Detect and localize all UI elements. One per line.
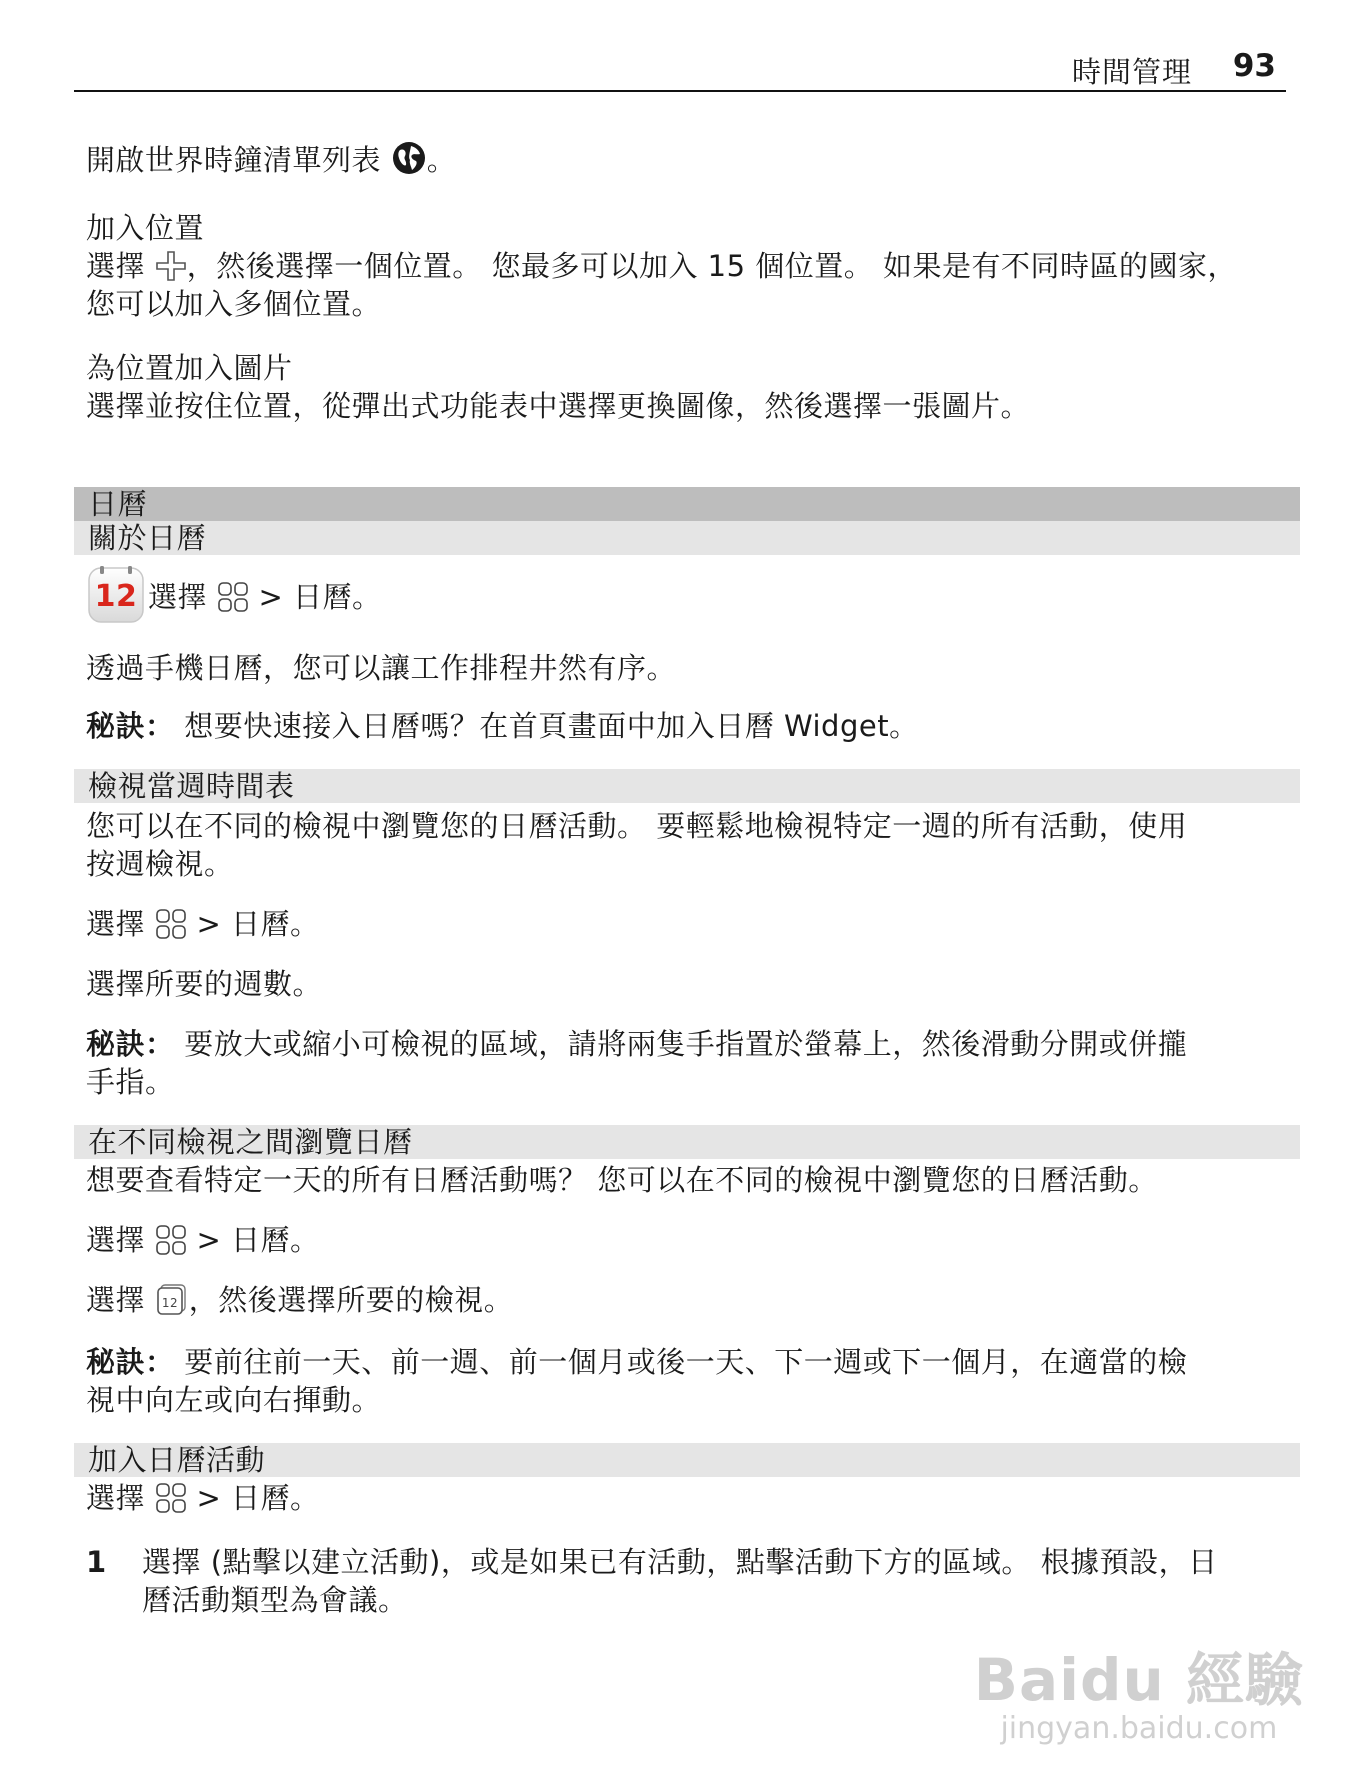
week-view-tip: 秘訣： 要放大或縮小可檢視的區域，請將兩隻手指置於螢幕上，然後滑動分開或併攏 手指。 (86, 1027, 1188, 1099)
add-picture-body: 選擇並按住位置，從彈出式功能表中選擇更換圖像，然後選擇一張圖片。 (86, 389, 1031, 423)
week-view-intro: 您可以在不同的檢視中瀏覽您的日曆活動。 要輕鬆地檢視特定一週的所有活動，使用 按週檢視。 (86, 809, 1188, 881)
step-text: 選擇 (點擊以建立活動)，或是如果已有活動，點擊活動下方的區域。 根據預設，日 曆活動類型為會議。 (142, 1545, 1218, 1617)
browse-views-select-view: 選擇 12 ，然後選擇所要的檢視。 (86, 1283, 514, 1317)
about-calendar-tip: 秘訣： 想要快速接入日曆嗎？在首頁畫面中加入日曆 Widget。 (86, 709, 919, 743)
add-location-title: 加入位置 (86, 211, 205, 245)
page-content (86, 140, 1296, 1619)
watermark-brand: Baidu 經驗 (973, 1646, 1304, 1714)
add-event-select: 選擇 > 日曆。 (86, 1481, 320, 1515)
add-event-title: 加入日曆活動 (74, 1443, 1300, 1477)
add-location-block (86, 209, 1296, 323)
menu-grid-icon (217, 581, 249, 613)
week-view-select-weeks: 選擇所要的週數。 (86, 967, 323, 1001)
step-number: 1 (86, 1545, 107, 1579)
chapter-title: 時間管理 (1071, 55, 1192, 89)
svg-text:12: 12 (161, 1296, 178, 1310)
browse-views-tip: 秘訣： 要前往前一天、前一週、前一個月或後一天、下一週或下一個月，在適當的檢 視中向左或向右揮動。 (86, 1345, 1188, 1417)
running-header (74, 48, 1286, 92)
menu-grid-icon (155, 1482, 187, 1514)
add-event-step (86, 1543, 1296, 1619)
add-location-line2: 您可以加入多個位置。 (86, 287, 382, 321)
calendar-view-icon (155, 1282, 189, 1316)
calendar-section-title: 日曆 (74, 487, 1300, 521)
week-view-select: 選擇 > 日曆。 (86, 907, 320, 941)
browse-views-select: 選擇 > 日曆。 (86, 1223, 320, 1257)
svg-text:12: 12 (94, 579, 138, 614)
add-picture-title: 為位置加入圖片 (86, 351, 293, 385)
world-clock-intro: 開啟世界時鐘清單列表 。 (86, 140, 1296, 179)
add-location-line1: 選擇 ，然後選擇一個位置。 您最多可以加入 15 個位置。 如果是有不同時區的國家， (86, 249, 1238, 283)
week-view-title: 檢視當週時間表 (74, 769, 1300, 803)
plus-icon (155, 250, 187, 282)
page-number: 93 (1232, 48, 1276, 84)
add-picture-block (86, 349, 1296, 425)
menu-grid-icon (155, 1224, 187, 1256)
menu-grid-icon (155, 908, 187, 940)
about-calendar-select: 12 選擇 > 日曆。 (86, 565, 1296, 625)
about-calendar-title: 關於日曆 (74, 521, 1300, 555)
calendar-section (86, 487, 1296, 1619)
about-calendar-body: 透過手機日曆，您可以讓工作排程井然有序。 (86, 651, 677, 685)
baidu-watermark (974, 1633, 1304, 1746)
browse-views-body: 想要查看特定一天的所有日曆活動嗎？ 您可以在不同的檢視中瀏覽您的日曆活動。 (86, 1163, 1158, 1197)
watermark-url: jingyan.baidu.com (1000, 1711, 1278, 1746)
calendar-app-icon (86, 565, 146, 625)
browse-views-title: 在不同檢視之間瀏覽日曆 (74, 1125, 1300, 1159)
globe-icon (391, 140, 427, 176)
